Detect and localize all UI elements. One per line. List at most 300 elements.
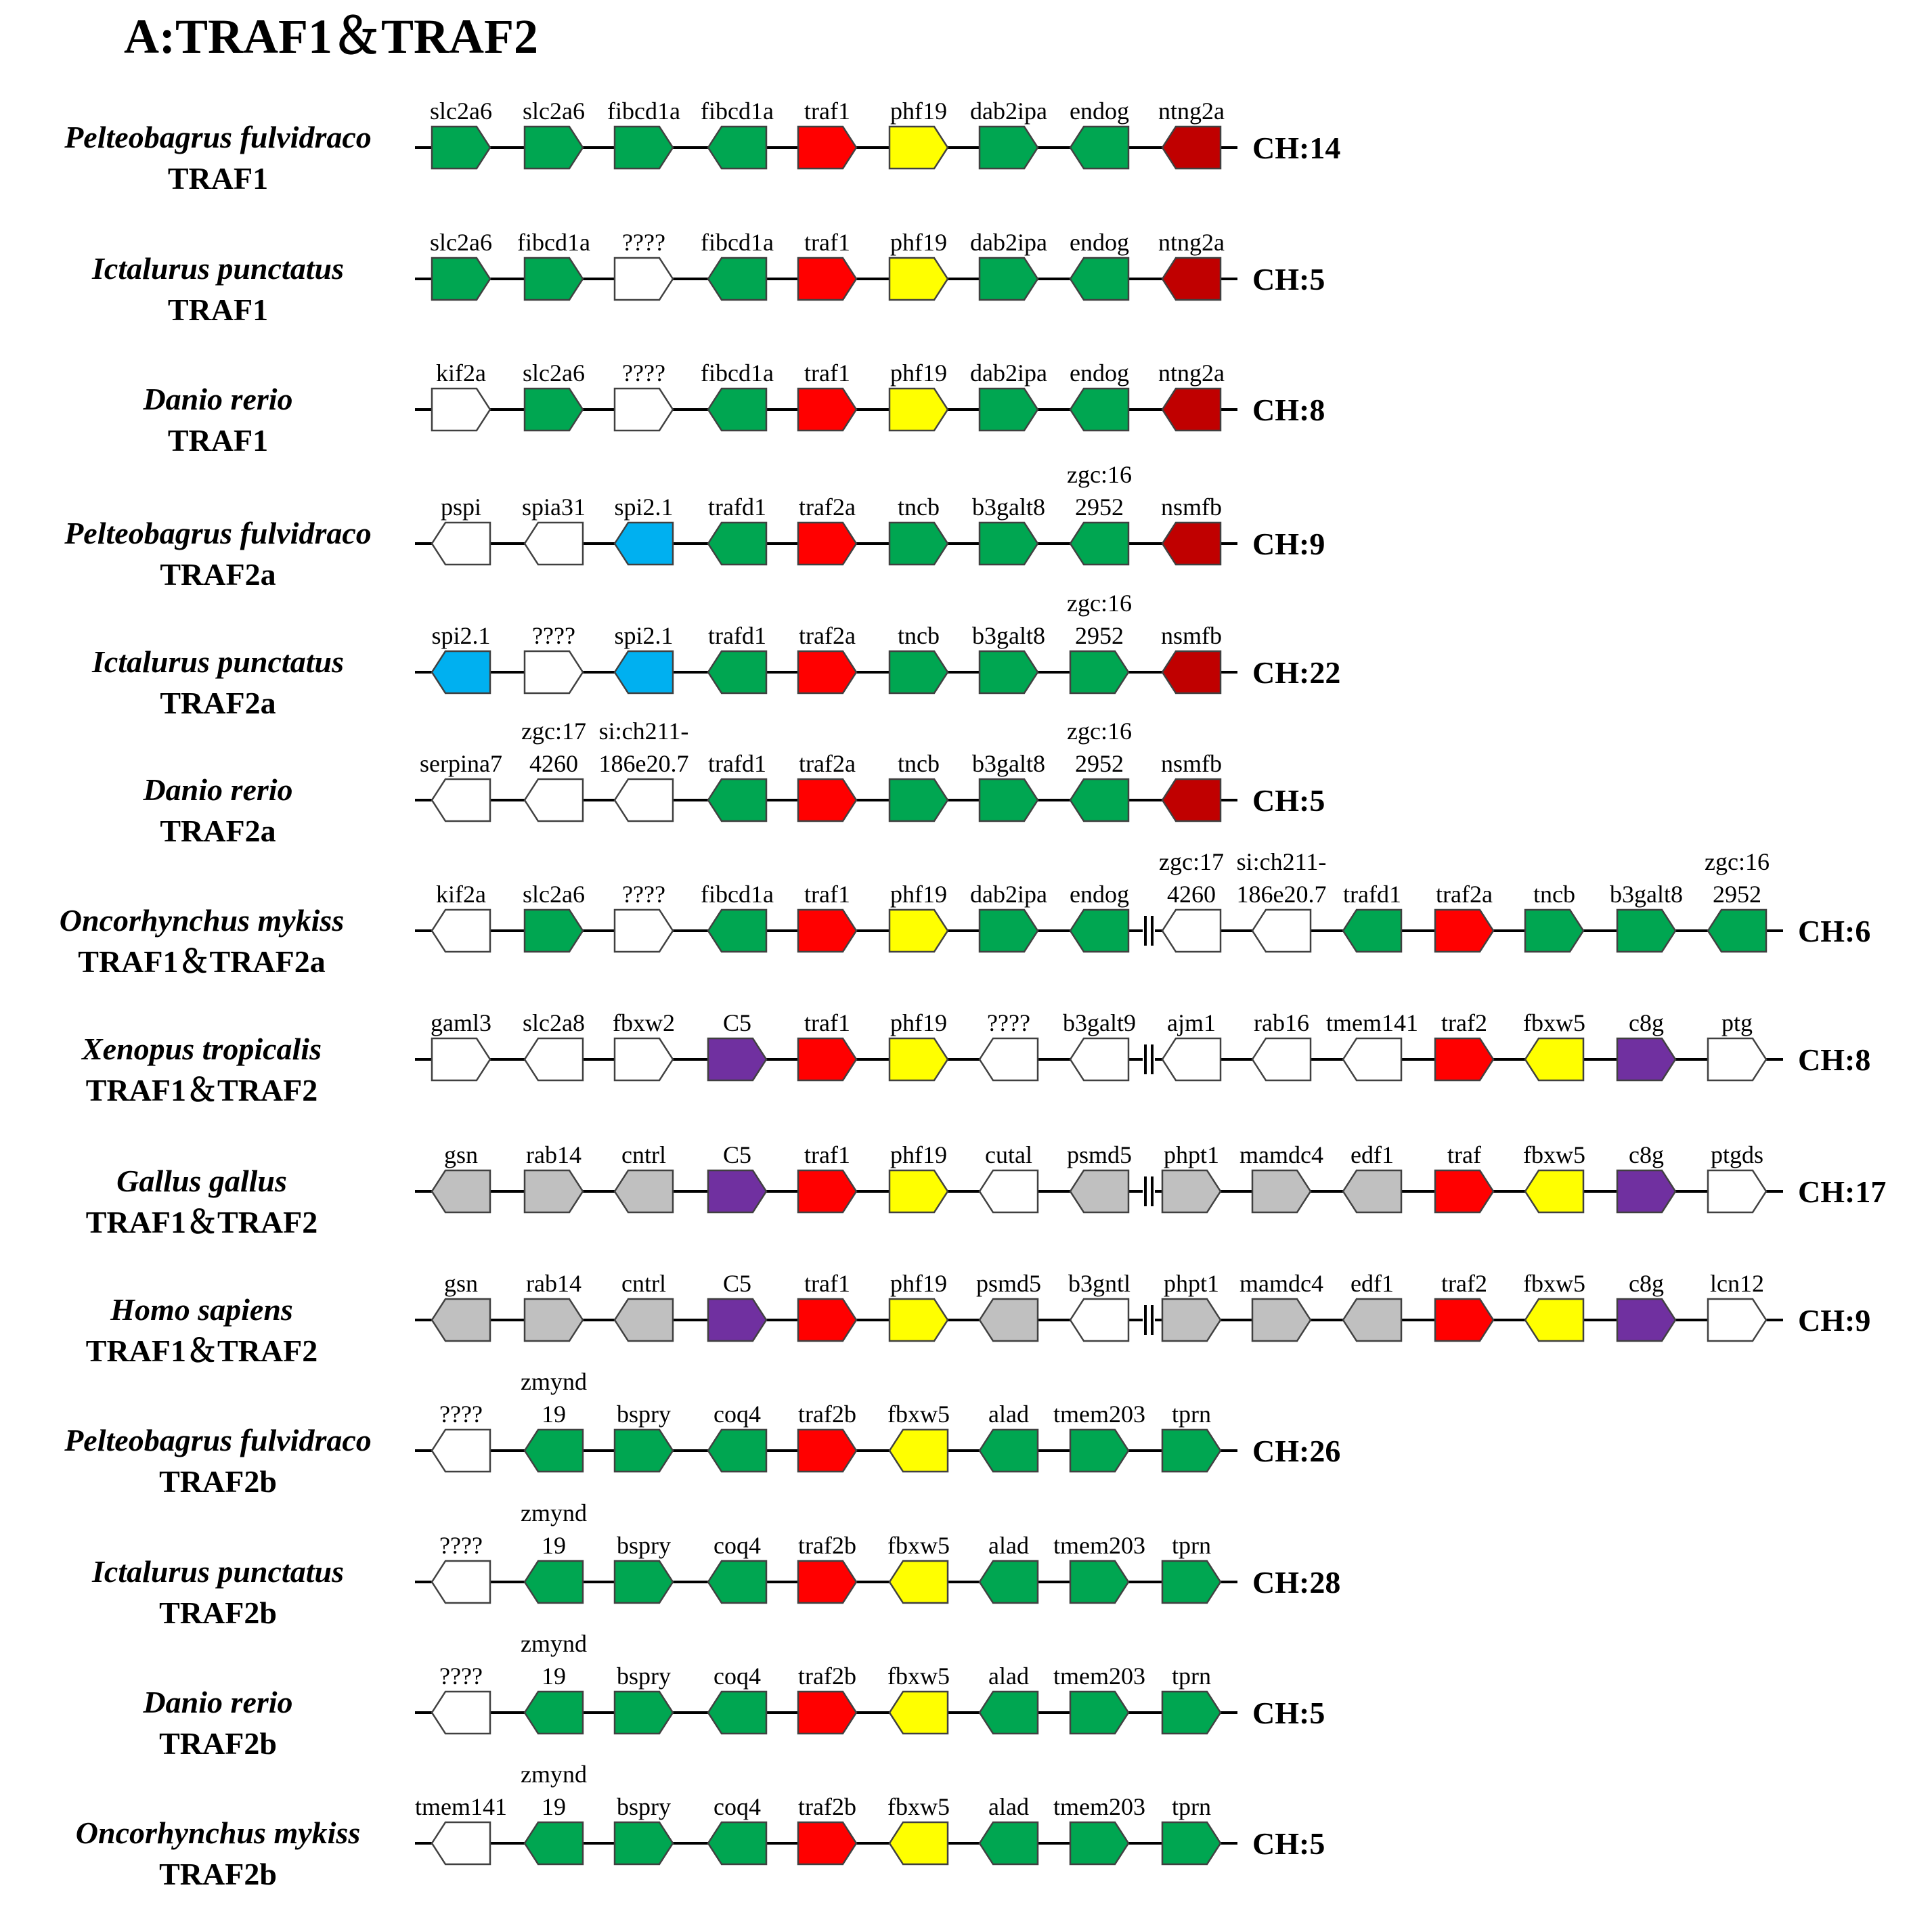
gene-arrow — [1252, 1038, 1311, 1080]
gene-label: fibcd1a — [517, 229, 590, 256]
gene-arrow — [432, 1430, 490, 1472]
gene-arrow — [798, 1822, 856, 1864]
gene-arrow — [432, 1561, 490, 1603]
gene-label: bspry — [617, 1532, 671, 1559]
gene-label: traf1 — [804, 1270, 850, 1297]
gene-arrow — [1708, 1038, 1766, 1080]
gene-arrow — [1070, 127, 1128, 169]
gene-family-name: TRAF1 — [167, 292, 269, 327]
gene-arrow — [1252, 1299, 1311, 1341]
gene-arrow — [615, 1692, 673, 1734]
gene-label: edf1 — [1351, 1270, 1394, 1297]
gene-arrow — [1343, 910, 1401, 952]
gene-arrow — [798, 1299, 856, 1341]
synteny-rows — [60, 97, 1887, 1891]
gene-label: zgc:16 — [1067, 718, 1132, 745]
gene-label: fbxw2 — [613, 1009, 675, 1036]
gene-label: tprn — [1172, 1401, 1211, 1428]
synteny-row — [91, 1499, 1340, 1630]
gene-label: ???? — [439, 1663, 483, 1690]
synteny-row — [64, 1368, 1340, 1499]
gene-family-name: TRAF2b — [159, 1857, 277, 1891]
gene-arrow — [890, 1692, 948, 1734]
gene-label: traf2b — [798, 1532, 856, 1559]
gene-label: fibcd1a — [607, 97, 680, 125]
gene-label: coq4 — [713, 1401, 761, 1428]
gene-label: lcn12 — [1710, 1270, 1764, 1297]
gene-arrow — [432, 1038, 490, 1080]
gene-arrow — [708, 389, 766, 431]
synteny-row — [64, 97, 1340, 196]
gene-arrow — [615, 910, 673, 952]
gene-arrow — [708, 1038, 766, 1080]
gene-label: zgc:16 — [1067, 461, 1132, 488]
gene-arrow — [708, 1822, 766, 1864]
gene-arrow — [1070, 258, 1128, 300]
gene-label: nsmfb — [1161, 493, 1222, 521]
gene-arrow — [1435, 1299, 1493, 1341]
gene-arrow — [1617, 1038, 1675, 1080]
gene-family-name: TRAF1＆TRAF2 — [85, 1205, 318, 1239]
gene-family-name: TRAF2a — [160, 814, 276, 848]
gene-label: fibcd1a — [701, 97, 774, 125]
gene-arrow — [432, 910, 490, 952]
gene-label: fbxw5 — [887, 1401, 950, 1428]
gene-label: psmd5 — [975, 1270, 1042, 1297]
gene-arrow — [980, 523, 1038, 565]
gene-label: b3galt9 — [1063, 1009, 1136, 1036]
gene-arrow — [1070, 523, 1128, 565]
gene-arrow — [525, 910, 583, 952]
gene-label: phf19 — [890, 229, 947, 256]
gene-arrow — [708, 910, 766, 952]
gene-arrow — [1162, 1038, 1221, 1080]
gene-label: slc2a8 — [523, 1009, 585, 1036]
chromosome-label: CH:26 — [1252, 1434, 1341, 1468]
gene-arrow — [980, 389, 1038, 431]
gene-label: spi2.1 — [431, 622, 491, 649]
gene-arrow — [525, 523, 583, 565]
gene-label: spi2.1 — [614, 493, 674, 521]
gene-arrow — [615, 1038, 673, 1080]
gene-label: trafd1 — [708, 750, 766, 777]
gene-arrow — [615, 1822, 673, 1864]
gene-family-name: TRAF2a — [160, 686, 276, 720]
gene-label: 4260 — [1167, 881, 1216, 908]
gene-label: C5 — [722, 1270, 752, 1297]
gene-label: slc2a6 — [523, 97, 585, 125]
gene-arrow — [980, 1692, 1038, 1734]
gene-arrow — [615, 1170, 673, 1212]
gene-label: fbxw5 — [887, 1793, 950, 1820]
synteny-row — [64, 461, 1325, 592]
gene-label: c8g — [1629, 1270, 1664, 1297]
gene-label: tncb — [898, 750, 940, 777]
gene-label: phpt1 — [1163, 1270, 1220, 1297]
gene-label: tncb — [898, 493, 940, 521]
gene-arrow — [1525, 910, 1583, 952]
gene-arrow — [890, 779, 948, 821]
gene-label: traf1 — [804, 359, 850, 387]
gene-arrow — [1343, 1299, 1401, 1341]
gene-label: trafd1 — [1343, 881, 1401, 908]
gene-arrow — [525, 127, 583, 169]
gene-label: endog — [1070, 359, 1129, 387]
gene-arrow — [1162, 1822, 1221, 1864]
gene-arrow — [1162, 1692, 1221, 1734]
gene-arrow — [1162, 1170, 1221, 1212]
gene-arrow — [525, 651, 583, 693]
gene-label: ???? — [622, 359, 665, 387]
gene-label: fbxw5 — [1523, 1009, 1585, 1036]
gene-arrow — [432, 258, 490, 300]
gene-arrow — [980, 1038, 1038, 1080]
gene-label: tprn — [1172, 1663, 1211, 1690]
gene-arrow — [890, 1038, 948, 1080]
gene-label: pspi — [440, 493, 482, 521]
species-name: Homo sapiens — [110, 1292, 293, 1327]
synteny-row — [86, 1270, 1871, 1368]
gene-arrow — [890, 1430, 948, 1472]
gene-arrow — [615, 389, 673, 431]
gene-family-name: TRAF1 — [167, 161, 269, 196]
chromosome-label: CH:5 — [1252, 1826, 1325, 1861]
gene-arrow — [980, 779, 1038, 821]
gene-arrow — [1162, 1299, 1221, 1341]
gene-label: kif2a — [436, 359, 486, 387]
gene-label: traf2b — [798, 1793, 856, 1820]
gene-arrow — [980, 1822, 1038, 1864]
gene-label: zgc:16 — [1705, 848, 1770, 875]
species-name: Xenopus tropicalis — [81, 1032, 322, 1066]
gene-arrow — [1070, 910, 1128, 952]
gene-label: zgc:17 — [521, 718, 586, 745]
gene-label: tmem203 — [1053, 1793, 1145, 1820]
gene-arrow — [432, 1170, 490, 1212]
gene-arrow — [525, 1299, 583, 1341]
gene-label: 2952 — [1075, 493, 1124, 521]
gene-arrow — [525, 1561, 583, 1603]
gene-arrow — [798, 389, 856, 431]
gene-label: 2952 — [1075, 750, 1124, 777]
gene-label: zgc:17 — [1159, 848, 1224, 875]
gene-label: edf1 — [1351, 1141, 1394, 1168]
gene-family-name: TRAF1＆TRAF2 — [85, 1334, 318, 1368]
gene-label: phf19 — [890, 881, 947, 908]
gene-label: rab14 — [526, 1270, 581, 1297]
gene-label: 19 — [542, 1401, 566, 1428]
gene-arrow — [1708, 910, 1766, 952]
gene-label: zmynd — [521, 1499, 587, 1526]
gene-label: si:ch211- — [598, 718, 689, 745]
gene-label: phpt1 — [1163, 1141, 1220, 1168]
gene-label: traf2b — [798, 1663, 856, 1690]
gene-arrow — [615, 1430, 673, 1472]
gene-label: b3galt8 — [972, 622, 1045, 649]
gene-arrow — [1070, 1170, 1128, 1212]
gene-label: b3galt8 — [1610, 881, 1683, 908]
gene-label: dab2ipa — [970, 881, 1047, 908]
gene-label: bspry — [617, 1663, 671, 1690]
chromosome-label: CH:6 — [1798, 914, 1871, 948]
gene-label: tncb — [898, 622, 940, 649]
gene-label: coq4 — [713, 1663, 761, 1690]
gene-arrow — [1435, 1170, 1493, 1212]
gene-label: ???? — [439, 1532, 483, 1559]
chromosome-label: CH:8 — [1798, 1042, 1871, 1077]
gene-label: phf19 — [890, 1141, 947, 1168]
gene-arrow — [890, 1170, 948, 1212]
gene-family-name: TRAF1 — [167, 423, 269, 458]
gene-label: 19 — [542, 1532, 566, 1559]
gene-arrow — [980, 1430, 1038, 1472]
gene-arrow — [1162, 127, 1221, 169]
species-name: Danio rerio — [143, 382, 293, 416]
gene-arrow — [708, 1299, 766, 1341]
gene-arrow — [1162, 523, 1221, 565]
gene-arrow — [890, 127, 948, 169]
gene-arrow — [1070, 1430, 1128, 1472]
gene-label: traf2a — [799, 493, 856, 521]
gene-arrow — [980, 127, 1038, 169]
gene-arrow — [980, 910, 1038, 952]
gene-label: cntrl — [621, 1141, 666, 1168]
gene-label: cutal — [985, 1141, 1032, 1168]
gene-arrow — [798, 1170, 856, 1212]
gene-arrow — [798, 651, 856, 693]
gene-label: fibcd1a — [701, 229, 774, 256]
gene-arrow — [708, 1692, 766, 1734]
gene-arrow — [1617, 1170, 1675, 1212]
gene-arrow — [1435, 1038, 1493, 1080]
gene-label: ???? — [622, 881, 665, 908]
gene-arrow — [432, 127, 490, 169]
gene-label: rab16 — [1254, 1009, 1309, 1036]
gene-family-name: TRAF2a — [160, 557, 276, 592]
gene-label: 4260 — [529, 750, 578, 777]
gene-arrow — [798, 779, 856, 821]
gene-arrow — [890, 523, 948, 565]
synteny-row — [60, 848, 1871, 979]
gene-arrow — [432, 779, 490, 821]
gene-label: ???? — [439, 1401, 483, 1428]
gene-label: nsmfb — [1161, 622, 1222, 649]
gene-arrow — [708, 127, 766, 169]
gene-arrow — [1070, 389, 1128, 431]
gene-label: gsn — [443, 1141, 479, 1168]
gene-label: ntng2a — [1158, 229, 1225, 256]
gene-label: tmem203 — [1053, 1401, 1145, 1428]
gene-label: traf2a — [799, 622, 856, 649]
gene-label: alad — [988, 1401, 1029, 1428]
gene-label: phf19 — [890, 1009, 947, 1036]
gene-arrow — [708, 1561, 766, 1603]
species-name: Pelteobagrus fulvidraco — [64, 1423, 372, 1457]
gene-label: phf19 — [890, 97, 947, 125]
gene-arrow — [1708, 1299, 1766, 1341]
gene-label: kif2a — [436, 881, 486, 908]
species-name: Oncorhynchus mykiss — [75, 1815, 361, 1850]
gene-arrow — [980, 1299, 1038, 1341]
gene-label: 186e20.7 — [598, 750, 689, 777]
gene-arrow — [1070, 1561, 1128, 1603]
gene-label: ???? — [987, 1009, 1030, 1036]
gene-arrow — [980, 1561, 1038, 1603]
gene-family-name: TRAF2b — [159, 1726, 277, 1761]
gene-arrow — [525, 258, 583, 300]
species-name: Pelteobagrus fulvidraco — [64, 516, 372, 550]
gene-arrow — [1162, 1430, 1221, 1472]
gene-arrow — [1343, 1170, 1401, 1212]
gene-label: fbxw5 — [1523, 1141, 1585, 1168]
gene-label: C5 — [722, 1141, 752, 1168]
synteny-row — [91, 590, 1340, 720]
gene-arrow — [980, 1170, 1038, 1212]
species-name: Oncorhynchus mykiss — [59, 903, 345, 938]
gene-label: 19 — [542, 1663, 566, 1690]
gene-arrow — [615, 1561, 673, 1603]
gene-arrow — [798, 127, 856, 169]
gene-arrow — [708, 651, 766, 693]
gene-arrow — [1162, 1561, 1221, 1603]
gene-family-name: TRAF2b — [159, 1595, 277, 1630]
gene-arrow — [432, 389, 490, 431]
species-name: Gallus gallus — [116, 1164, 287, 1198]
gene-label: fbxw5 — [887, 1663, 950, 1690]
gene-label: 186e20.7 — [1236, 881, 1327, 908]
gene-label: traf1 — [804, 97, 850, 125]
gene-label: 19 — [542, 1793, 566, 1820]
gene-arrow — [1162, 910, 1221, 952]
gene-arrow — [1070, 1822, 1128, 1864]
gene-label: traf2 — [1441, 1009, 1487, 1036]
gene-arrow — [798, 1038, 856, 1080]
gene-arrow — [615, 651, 673, 693]
chromosome-label: CH:14 — [1252, 131, 1341, 165]
gene-arrow — [525, 389, 583, 431]
gene-arrow — [525, 779, 583, 821]
gene-label: bspry — [617, 1793, 671, 1820]
gene-label: b3galt8 — [972, 493, 1045, 521]
gene-arrow — [1162, 651, 1221, 693]
gene-label: ajm1 — [1167, 1009, 1216, 1036]
gene-label: endog — [1070, 97, 1129, 125]
chromosome-label: CH:5 — [1252, 783, 1325, 818]
gene-label: phf19 — [890, 359, 947, 387]
gene-arrow — [798, 1430, 856, 1472]
gene-family-name: TRAF1＆TRAF2 — [85, 1073, 318, 1107]
gene-arrow — [432, 523, 490, 565]
gene-label: 2952 — [1713, 881, 1761, 908]
gene-label: traf1 — [804, 1141, 850, 1168]
gene-arrow — [432, 1299, 490, 1341]
gene-label: dab2ipa — [970, 97, 1047, 125]
gene-label: ntng2a — [1158, 97, 1225, 125]
synteny-row — [86, 1141, 1887, 1239]
gene-label: traf2 — [1441, 1270, 1487, 1297]
gene-arrow — [525, 1038, 583, 1080]
gene-label: tmem203 — [1053, 1663, 1145, 1690]
gene-label: tmem141 — [415, 1793, 507, 1820]
species-name: Danio rerio — [143, 1685, 293, 1719]
gene-arrow — [980, 258, 1038, 300]
gene-arrow — [1708, 1170, 1766, 1212]
gene-arrow — [708, 1430, 766, 1472]
gene-arrow — [525, 1822, 583, 1864]
synteny-row — [81, 1009, 1870, 1107]
gene-arrow — [525, 1430, 583, 1472]
gene-label: bspry — [617, 1401, 671, 1428]
gene-arrow — [1070, 651, 1128, 693]
gene-label: mamdc4 — [1239, 1141, 1323, 1168]
gene-arrow — [798, 523, 856, 565]
gene-family-name: TRAF1＆TRAF2a — [78, 944, 326, 979]
chromosome-label: CH:8 — [1252, 393, 1325, 427]
gene-arrow — [1070, 1692, 1128, 1734]
gene-label: si:ch211- — [1236, 848, 1327, 875]
gene-arrow — [1070, 779, 1128, 821]
gene-label: mamdc4 — [1239, 1270, 1323, 1297]
gene-label: psmd5 — [1066, 1141, 1133, 1168]
gene-label: b3gntl — [1068, 1270, 1131, 1297]
gene-label: spia31 — [522, 493, 586, 521]
chromosome-label: CH:9 — [1798, 1303, 1871, 1338]
synteny-row — [142, 718, 1325, 848]
gene-label: dab2ipa — [970, 359, 1047, 387]
gene-arrow — [708, 258, 766, 300]
gene-label: cntrl — [621, 1270, 666, 1297]
gene-label: endog — [1070, 881, 1129, 908]
gene-arrow — [1525, 1299, 1583, 1341]
gene-label: ntng2a — [1158, 359, 1225, 387]
chromosome-label: CH:5 — [1252, 262, 1325, 296]
gene-label: gaml3 — [431, 1009, 491, 1036]
gene-arrow — [798, 910, 856, 952]
gene-label: alad — [988, 1793, 1029, 1820]
gene-label: rab14 — [526, 1141, 581, 1168]
gene-label: traf — [1447, 1141, 1481, 1168]
gene-arrow — [890, 258, 948, 300]
synteny-row — [76, 1761, 1325, 1891]
gene-arrow — [980, 651, 1038, 693]
gene-arrow — [615, 1299, 673, 1341]
species-name: Danio rerio — [143, 772, 293, 807]
gene-arrow — [432, 651, 490, 693]
gene-arrow — [890, 651, 948, 693]
gene-label: trafd1 — [708, 622, 766, 649]
gene-label: traf2a — [799, 750, 856, 777]
gene-label: ptg — [1721, 1009, 1753, 1036]
gene-arrow — [1162, 258, 1221, 300]
gene-label: dab2ipa — [970, 229, 1047, 256]
gene-label: tmem203 — [1053, 1532, 1145, 1559]
gene-label: phf19 — [890, 1270, 947, 1297]
gene-label: fibcd1a — [701, 359, 774, 387]
gene-label: zmynd — [521, 1761, 587, 1788]
gene-arrow — [798, 1561, 856, 1603]
gene-arrow — [615, 127, 673, 169]
gene-label: alad — [988, 1663, 1029, 1690]
gene-label: c8g — [1629, 1009, 1664, 1036]
gene-label: 2952 — [1075, 622, 1124, 649]
species-name: Ictalurus punctatus — [92, 1554, 344, 1589]
gene-label: tncb — [1533, 881, 1575, 908]
gene-arrow — [798, 1692, 856, 1734]
species-name: Pelteobagrus fulvidraco — [64, 120, 372, 154]
gene-family-name: TRAF2b — [159, 1464, 277, 1499]
gene-label: tprn — [1172, 1793, 1211, 1820]
gene-label: zmynd — [521, 1630, 587, 1657]
